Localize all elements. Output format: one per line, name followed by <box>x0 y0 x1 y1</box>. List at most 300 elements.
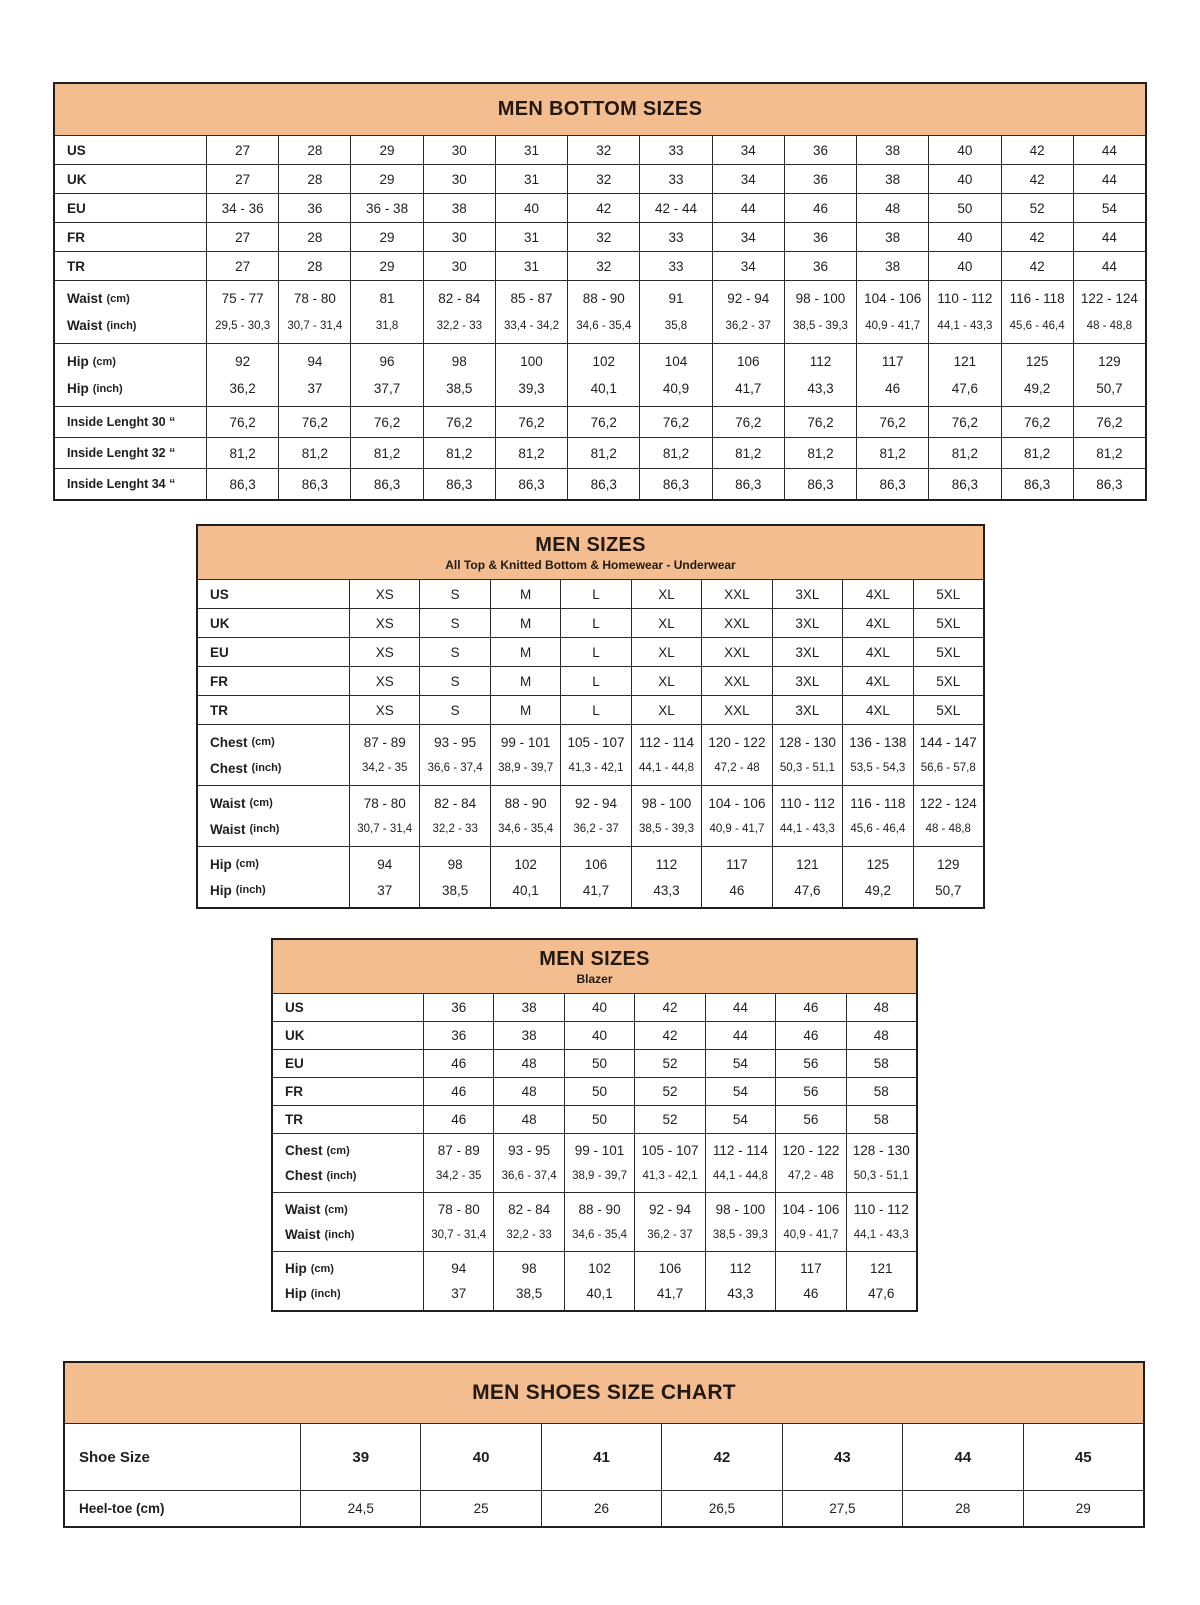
table-cell: 30,7 - 31,4 <box>278 312 350 343</box>
table-cell: 48 <box>493 1050 563 1077</box>
table-cell: 44 <box>1073 252 1145 280</box>
table-cell: 81,2 <box>856 438 928 468</box>
table-row <box>55 164 1145 193</box>
table-cell: 36 <box>784 252 856 280</box>
table-cell: 30 <box>423 136 495 164</box>
table-row <box>65 1490 1143 1526</box>
table-cell: XXL <box>701 638 771 666</box>
table-cell: 43,3 <box>631 877 701 907</box>
table-row <box>273 1133 916 1163</box>
table-cell: 46 <box>775 1281 845 1310</box>
table-cell: 44 <box>902 1424 1022 1490</box>
table-cell: 38 <box>493 1022 563 1049</box>
row-label-unit: (inch) <box>310 1287 341 1300</box>
table-cell: 78 - 80 <box>278 281 350 312</box>
row-label: Waist (inch) <box>210 821 280 837</box>
table-cell: 125 <box>842 847 912 877</box>
men-sizes-top-table <box>196 524 985 909</box>
table-cell: 48 - 48,8 <box>1073 312 1145 343</box>
table-cell: 86,3 <box>639 469 711 499</box>
table-cell: 46 <box>856 375 928 406</box>
table-cell: 40,1 <box>490 877 560 907</box>
table-subtitle: All Top & Knitted Bottom & Homewear - Underwear <box>445 557 736 572</box>
table-row <box>198 666 983 695</box>
table-cell: 3XL <box>772 609 842 637</box>
table-cell: 98 <box>423 344 495 375</box>
table-cell: M <box>490 638 560 666</box>
table-cell: XXL <box>701 609 771 637</box>
table-cell: 144 - 147 <box>913 725 983 755</box>
table-cell: 32 <box>567 223 639 251</box>
table-cell: 125 <box>1001 344 1073 375</box>
table-cell: 104 - 106 <box>701 786 771 816</box>
table-cell: 29 <box>350 136 422 164</box>
table-cell: 58 <box>846 1078 916 1105</box>
table-title: MEN SIZES <box>535 533 646 556</box>
table-cell: 3XL <box>772 696 842 724</box>
table-cell: 37 <box>423 1281 493 1310</box>
table-cell: 112 - 114 <box>631 725 701 755</box>
table-cell: 41,7 <box>712 375 784 406</box>
row-label: Chest (cm) <box>210 734 275 750</box>
table-cell: 122 - 124 <box>1073 281 1145 312</box>
table-cell: 44 <box>1073 136 1145 164</box>
table-row <box>198 695 983 724</box>
table-cell: 36 <box>784 136 856 164</box>
table-row <box>273 1105 916 1133</box>
table-cell: 82 - 84 <box>493 1193 563 1222</box>
table-cell: 40,9 <box>639 375 711 406</box>
table-cell: 46 <box>784 194 856 222</box>
table-cell: 40,1 <box>564 1281 634 1310</box>
table-cell: 27 <box>206 136 278 164</box>
table-cell: 36 <box>784 165 856 193</box>
table-cell: 56,6 - 57,8 <box>913 755 983 785</box>
table-cell: 32,2 - 33 <box>419 816 489 846</box>
table-cell: XL <box>631 667 701 695</box>
row-label: Hip (inch) <box>67 381 123 396</box>
row-label: Hip (cm) <box>67 354 116 369</box>
table-cell: 50,7 <box>1073 375 1145 406</box>
table-cell: 128 - 130 <box>846 1134 916 1163</box>
table-cell: XXL <box>701 667 771 695</box>
row-label: UK <box>210 615 230 631</box>
row-label: US <box>67 142 86 158</box>
table-row <box>55 251 1145 280</box>
table-cell: 86,3 <box>495 469 567 499</box>
table-title-bar <box>55 84 1145 135</box>
table-cell: 96 <box>350 344 422 375</box>
table-cell: 34 - 36 <box>206 194 278 222</box>
table-cell: 112 <box>784 344 856 375</box>
table-cell: 42 <box>1001 136 1073 164</box>
table-cell: 52 <box>634 1050 704 1077</box>
table-cell: 81,2 <box>928 438 1000 468</box>
table-cell: 27 <box>206 252 278 280</box>
row-label: FR <box>67 229 85 245</box>
table-cell: 76,2 <box>639 407 711 437</box>
table-cell: 58 <box>846 1050 916 1077</box>
table-cell: 50,3 - 51,1 <box>846 1163 916 1192</box>
table-cell: 81,2 <box>639 438 711 468</box>
row-label: UK <box>285 1028 305 1043</box>
row-label-unit: (cm) <box>310 1262 334 1275</box>
table-cell: 82 - 84 <box>423 281 495 312</box>
table-cell: 42 <box>1001 252 1073 280</box>
table-row <box>55 135 1145 164</box>
table-cell: 102 <box>564 1252 634 1281</box>
table-cell: 46 <box>423 1050 493 1077</box>
table-cell: 36 <box>784 223 856 251</box>
table-cell: 93 - 95 <box>419 725 489 755</box>
table-cell: 112 <box>631 847 701 877</box>
table-cell: 99 - 101 <box>564 1134 634 1163</box>
table-cell: 38,5 <box>423 375 495 406</box>
table-cell: 30 <box>423 165 495 193</box>
table-cell: 86,3 <box>350 469 422 499</box>
table-row <box>55 343 1145 375</box>
table-cell: 29,5 - 30,3 <box>206 312 278 343</box>
table-cell: 31 <box>495 223 567 251</box>
table-cell: 42 <box>1001 223 1073 251</box>
row-label: Waist (cm) <box>210 795 273 811</box>
table-cell: 110 - 112 <box>846 1193 916 1222</box>
table-cell: 93 - 95 <box>493 1134 563 1163</box>
table-row <box>198 579 983 608</box>
row-label: EU <box>67 200 86 216</box>
table-cell: 110 - 112 <box>772 786 842 816</box>
table-cell: 81,2 <box>1001 438 1073 468</box>
table-cell: 52 <box>1001 194 1073 222</box>
table-cell: XL <box>631 696 701 724</box>
table-row <box>55 193 1145 222</box>
row-label: TR <box>210 702 228 718</box>
table-cell: 92 - 94 <box>712 281 784 312</box>
row-label: US <box>285 1000 304 1015</box>
table-cell: 94 <box>349 847 419 877</box>
table-cell: 86,3 <box>784 469 856 499</box>
table-cell: 76,2 <box>350 407 422 437</box>
table-cell: 104 <box>639 344 711 375</box>
table-cell: 88 - 90 <box>490 786 560 816</box>
row-label-unit: (inch) <box>324 1228 355 1241</box>
table-title-bar <box>273 940 916 993</box>
table-title-bar <box>198 526 983 579</box>
row-label-unit: (inch) <box>249 823 280 835</box>
table-cell: 100 <box>495 344 567 375</box>
table-cell: 38 <box>856 223 928 251</box>
table-cell: 3XL <box>772 580 842 608</box>
row-label: US <box>210 586 229 602</box>
row-label: Inside Lenght 32 “ <box>67 446 176 460</box>
table-cell: 44 <box>705 994 775 1021</box>
table-cell: 44,1 - 43,3 <box>928 312 1000 343</box>
table-cell: 82 - 84 <box>419 786 489 816</box>
table-cell: 43 <box>782 1424 902 1490</box>
table-cell: 34 <box>712 252 784 280</box>
table-cell: 33 <box>639 252 711 280</box>
table-cell: 33 <box>639 136 711 164</box>
table-cell: 40,9 - 41,7 <box>856 312 928 343</box>
table-cell: 40,9 - 41,7 <box>701 816 771 846</box>
table-cell: 34 <box>712 136 784 164</box>
table-cell: 47,6 <box>846 1281 916 1310</box>
table-cell: 36 <box>278 194 350 222</box>
table-cell: 33,4 - 34,2 <box>495 312 567 343</box>
table-cell: 46 <box>423 1106 493 1133</box>
table-row <box>198 877 983 907</box>
table-cell: 28 <box>278 136 350 164</box>
table-cell: 76,2 <box>1073 407 1145 437</box>
table-cell: 49,2 <box>1001 375 1073 406</box>
table-cell: 129 <box>1073 344 1145 375</box>
table-cell: 46 <box>775 1022 845 1049</box>
table-cell: 43,3 <box>705 1281 775 1310</box>
table-cell: 38 <box>423 194 495 222</box>
table-cell: 39,3 <box>495 375 567 406</box>
table-cell: L <box>560 580 630 608</box>
table-cell: 40 <box>564 994 634 1021</box>
table-row <box>55 406 1145 437</box>
table-cell: M <box>490 696 560 724</box>
table-cell: 112 <box>705 1252 775 1281</box>
table-row <box>273 1222 916 1251</box>
row-label-unit: (cm) <box>106 292 130 305</box>
table-cell: 75 - 77 <box>206 281 278 312</box>
table-cell: 28 <box>278 223 350 251</box>
table-cell: 44 <box>1073 223 1145 251</box>
table-row <box>198 846 983 877</box>
table-cell: 41,7 <box>634 1281 704 1310</box>
table-cell: 86,3 <box>928 469 1000 499</box>
table-cell: 50 <box>928 194 1000 222</box>
row-label-unit: (inch) <box>106 319 137 332</box>
table-cell: 42 <box>634 994 704 1021</box>
table-cell: 27 <box>206 165 278 193</box>
table-row <box>65 1423 1143 1490</box>
table-cell: S <box>419 580 489 608</box>
table-row <box>198 637 983 666</box>
table-cell: 44,1 - 44,8 <box>705 1163 775 1192</box>
table-cell: 48 - 48,8 <box>913 816 983 846</box>
table-cell: 56 <box>775 1078 845 1105</box>
table-cell: 37 <box>349 877 419 907</box>
table-cell: 86,3 <box>856 469 928 499</box>
table-cell: 35,8 <box>639 312 711 343</box>
table-cell: 44,1 - 43,3 <box>846 1222 916 1251</box>
table-cell: 41 <box>541 1424 661 1490</box>
table-cell: 45,6 - 46,4 <box>1001 312 1073 343</box>
table-cell: 112 - 114 <box>705 1134 775 1163</box>
table-cell: 31 <box>495 165 567 193</box>
table-cell: 81,2 <box>784 438 856 468</box>
row-label-unit: (cm) <box>324 1203 348 1216</box>
table-cell: 47,2 - 48 <box>775 1163 845 1192</box>
row-label: Hip (cm) <box>285 1261 334 1276</box>
table-cell: 44,1 - 44,8 <box>631 755 701 785</box>
table-cell: L <box>560 696 630 724</box>
table-cell: 30,7 - 31,4 <box>349 816 419 846</box>
table-cell: 47,2 - 48 <box>701 755 771 785</box>
table-cell: 102 <box>490 847 560 877</box>
table-cell: 32 <box>567 252 639 280</box>
row-label: Hip (inch) <box>285 1286 341 1301</box>
table-cell: 121 <box>772 847 842 877</box>
table-title-bar <box>65 1363 1143 1423</box>
table-cell: 54 <box>705 1106 775 1133</box>
table-cell: 86,3 <box>712 469 784 499</box>
table-cell: 32 <box>567 165 639 193</box>
table-cell: 102 <box>567 344 639 375</box>
table-cell: 29 <box>1023 1491 1143 1526</box>
table-cell: 38,5 - 39,3 <box>631 816 701 846</box>
table-cell: 76,2 <box>1001 407 1073 437</box>
table-subtitle: Blazer <box>576 971 613 986</box>
table-cell: 54 <box>705 1078 775 1105</box>
table-cell: 42 <box>1001 165 1073 193</box>
table-cell: 32,2 - 33 <box>493 1222 563 1251</box>
table-cell: 39 <box>300 1424 420 1490</box>
row-label: EU <box>210 644 229 660</box>
table-cell: 56 <box>775 1050 845 1077</box>
table-cell: 34,2 - 35 <box>349 755 419 785</box>
table-cell: 86,3 <box>1001 469 1073 499</box>
table-cell: 54 <box>705 1050 775 1077</box>
row-label: TR <box>285 1112 303 1127</box>
table-cell: 27,5 <box>782 1491 902 1526</box>
table-cell: 36,6 - 37,4 <box>419 755 489 785</box>
table-cell: 54 <box>1073 194 1145 222</box>
table-row <box>273 993 916 1021</box>
row-label: EU <box>285 1056 304 1071</box>
table-cell: L <box>560 609 630 637</box>
table-row <box>273 1021 916 1049</box>
table-cell: XXL <box>701 580 771 608</box>
table-cell: 45,6 - 46,4 <box>842 816 912 846</box>
table-cell: 41,7 <box>560 877 630 907</box>
table-cell: 40,9 - 41,7 <box>775 1222 845 1251</box>
table-cell: 32,2 - 33 <box>423 312 495 343</box>
table-cell: 76,2 <box>278 407 350 437</box>
table-cell: 48 <box>493 1106 563 1133</box>
table-row <box>273 1163 916 1192</box>
table-cell: 104 - 106 <box>775 1193 845 1222</box>
row-label-unit: (inch) <box>326 1169 357 1182</box>
table-cell: 58 <box>846 1106 916 1133</box>
table-cell: 42 - 44 <box>639 194 711 222</box>
table-cell: XL <box>631 609 701 637</box>
table-cell: 40 <box>420 1424 540 1490</box>
table-cell: S <box>419 609 489 637</box>
row-label: Inside Lenght 30 “ <box>67 415 176 429</box>
table-cell: 28 <box>278 252 350 280</box>
table-cell: 36 <box>423 994 493 1021</box>
table-cell: 4XL <box>842 580 912 608</box>
table-cell: 40 <box>495 194 567 222</box>
table-cell: 42 <box>634 1022 704 1049</box>
table-cell: 47,6 <box>928 375 1000 406</box>
table-cell: 29 <box>350 223 422 251</box>
table-row <box>273 1077 916 1105</box>
table-cell: 42 <box>567 194 639 222</box>
table-row <box>55 222 1145 251</box>
table-cell: 117 <box>856 344 928 375</box>
table-cell: XL <box>631 638 701 666</box>
table-cell: 52 <box>634 1106 704 1133</box>
row-label: Chest (inch) <box>285 1168 357 1183</box>
table-cell: 36,2 - 37 <box>560 816 630 846</box>
table-cell: 76,2 <box>206 407 278 437</box>
table-cell: 3XL <box>772 638 842 666</box>
table-cell: 4XL <box>842 609 912 637</box>
row-label: Waist (inch) <box>67 318 137 333</box>
table-cell: 48 <box>846 1022 916 1049</box>
table-row <box>198 755 983 785</box>
row-label-unit: (cm) <box>92 355 116 368</box>
table-cell: 26 <box>541 1491 661 1526</box>
table-cell: 36 <box>423 1022 493 1049</box>
table-cell: 87 - 89 <box>349 725 419 755</box>
table-cell: 34 <box>712 165 784 193</box>
table-cell: 128 - 130 <box>772 725 842 755</box>
table-title: MEN BOTTOM SIZES <box>497 98 703 120</box>
table-cell: 76,2 <box>712 407 784 437</box>
row-label: Waist (cm) <box>67 291 130 306</box>
table-cell: 38 <box>856 136 928 164</box>
table-cell: 121 <box>846 1252 916 1281</box>
table-cell: 81,2 <box>712 438 784 468</box>
table-cell: 76,2 <box>567 407 639 437</box>
table-cell: 92 - 94 <box>560 786 630 816</box>
table-cell: 45 <box>1023 1424 1143 1490</box>
table-cell: 27 <box>206 223 278 251</box>
table-cell: 36,2 <box>206 375 278 406</box>
table-cell: 104 - 106 <box>856 281 928 312</box>
row-label-unit: (inch) <box>235 884 266 896</box>
table-cell: 33 <box>639 165 711 193</box>
table-cell: 81 <box>350 281 422 312</box>
table-cell: 38,5 - 39,3 <box>784 312 856 343</box>
table-cell: 33 <box>639 223 711 251</box>
table-cell: 48 <box>846 994 916 1021</box>
table-cell: 34,6 - 35,4 <box>567 312 639 343</box>
table-cell: 76,2 <box>928 407 1000 437</box>
table-row <box>198 785 983 816</box>
table-cell: M <box>490 667 560 695</box>
row-label: Heel-toe (cm) <box>79 1501 165 1516</box>
table-cell: 48 <box>856 194 928 222</box>
table-cell: 5XL <box>913 580 983 608</box>
table-row <box>55 437 1145 468</box>
table-cell: M <box>490 580 560 608</box>
table-cell: 94 <box>278 344 350 375</box>
table-cell: 44 <box>1073 165 1145 193</box>
row-label: Inside Lenght 34 “ <box>67 477 176 491</box>
table-cell: 92 <box>206 344 278 375</box>
row-label: FR <box>285 1084 303 1099</box>
table-cell: 38,5 - 39,3 <box>705 1222 775 1251</box>
table-cell: XS <box>349 609 419 637</box>
table-cell: 30 <box>423 223 495 251</box>
table-cell: 5XL <box>913 696 983 724</box>
table-cell: XS <box>349 667 419 695</box>
table-row <box>198 816 983 846</box>
table-cell: 81,2 <box>206 438 278 468</box>
table-cell: 38 <box>856 165 928 193</box>
table-row <box>55 312 1145 343</box>
table-cell: 30,7 - 31,4 <box>423 1222 493 1251</box>
table-cell: XXL <box>701 696 771 724</box>
